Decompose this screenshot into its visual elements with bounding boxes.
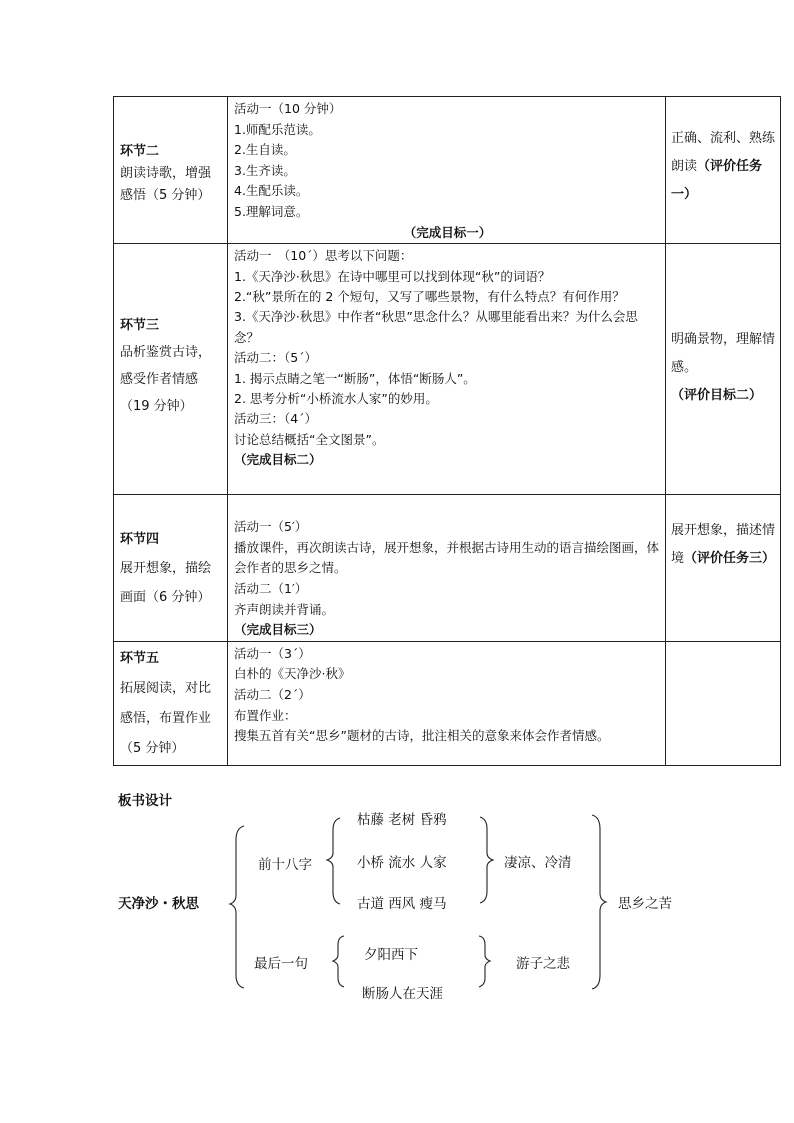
activity-line: 1.《天净沙·秋思》在诗中哪里可以找到体现“秋”的词语？ [234,268,551,284]
activity-line: 活动一（5′） [234,519,308,535]
stage-desc-line: 展开想象，描绘 [120,561,212,577]
left-brace-icon [333,936,344,987]
activity-line: 2. 思考分析“小桥流水人家”的妙用。 [234,391,438,406]
stage-title: 环节二 [120,144,160,159]
left-brace-icon [230,826,244,988]
branch2-item: 断肠人在天涯 [362,986,443,1002]
stage-desc-line: 拓展阅读，对比 [120,680,212,696]
stage-desc-line: 朗读诗歌，增强 [120,166,212,181]
activity-line: 3.《天净沙·秋思》中作者“秋思”思念什么？从哪里能看出来？为什么会思念？ [234,309,638,345]
activity-cell [228,495,666,642]
activity-line: 讨论总结概括“全文图景”。 [234,431,385,447]
activity-line: 活动二（2´） [234,686,311,702]
activity-cell [228,641,666,765]
activity-line: 活动三：（4´） [234,411,317,427]
activity-line: 活动一 （10´）思考以下问题： [234,248,413,264]
table-row [114,97,781,244]
table-row [114,244,781,495]
activity-line: 搜集五首有关“思乡”题材的古诗，批注相关的意象来体会作者情感。 [234,728,610,744]
left-brace-icon [327,818,340,904]
activity-line: 1.师配乐范读。 [234,121,321,137]
activity-line: 3.生齐读。 [234,162,296,178]
activity-line: 2.生自读。 [234,142,296,158]
evaluation-text: 展开想象，描述情境 [671,523,776,567]
branch1-feeling: 凄凉、冷清 [504,855,572,871]
evaluation-cell [666,495,781,642]
stage-desc-line: （19 分钟） [120,399,193,415]
evaluation-text: 明确景物，理解情感。 [671,332,776,376]
stage-cell [114,641,228,765]
branch1-item: 古道 西风 瘦马 [357,896,447,912]
stage-desc-line: 品析鉴赏古诗， [120,345,212,361]
activity-line: 布置作业： [234,707,297,723]
board-poem-title: 天净沙・秋思 [118,896,199,912]
activity-line: 活动二：（5´） [234,350,317,366]
evaluation-task: （评价任务三） [684,551,776,567]
table-row [114,641,781,765]
activity-line: 播放课件，再次朗读古诗，展开想象，并根据古诗用生动的语言描绘图画，体会作者的思乡之情。 [234,539,660,576]
lesson-plan-table [113,96,781,766]
goal-label: （完成目标二） [234,452,322,468]
activity-line: 活动一（3´） [234,645,311,661]
activity-line: 2.“秋”景所在的 2 个短句，又写了哪些景物，有什么特点？有何作用？ [234,288,625,304]
evaluation-cell [666,641,781,765]
evaluation-cell [666,244,781,495]
right-brace-icon [480,817,493,903]
stage-cell [114,495,228,642]
activity-line: 1. 揭示点睛之笔一“断肠”，体悟“断肠人”。 [234,370,476,386]
activity-cell [228,97,666,244]
stage-desc-line: 感受作者情感 [120,372,199,388]
evaluation-text: 正确、流利、熟练朗读 [671,131,776,174]
goal-label: （完成目标三） [234,622,322,638]
activity-cell [228,244,666,495]
activity-line: 齐声朗读并背诵。 [234,601,335,617]
evaluation-task: （评价目标二） [671,388,763,404]
branch1-label: 前十八字 [258,857,312,873]
activity-line: 5.理解词意。 [234,203,309,219]
activity-line: 活动二（1′） [234,580,308,596]
stage-cell [114,244,228,495]
right-brace-icon [592,815,606,989]
activity-line: 白朴的《天净沙·秋》 [234,666,351,682]
evaluation-task: （评价任务一） [671,159,763,202]
branch2-label: 最后一句 [254,956,308,972]
board-conclusion: 思乡之苦 [618,896,672,912]
right-brace-icon [479,936,490,987]
stage-desc-line: 画面（6 分钟） [120,590,211,606]
stage-desc-line: 感悟，布置作业 [120,710,212,726]
table-row [114,495,781,642]
board-heading: 板书设计 [118,793,172,809]
branch1-item: 小桥 流水 人家 [357,855,447,871]
branch1-item: 枯藤 老树 昏鸦 [357,812,447,828]
branch2-item: 夕阳西下 [364,947,418,963]
stage-title: 环节五 [120,650,160,666]
branch2-feeling: 游子之悲 [516,956,570,972]
activity-line: 4.生配乐读。 [234,183,309,199]
stage-desc-line: 感悟（5 分钟） [120,188,211,203]
stage-cell [114,97,228,244]
stage-title: 环节三 [120,318,160,334]
activity-line: 活动一（10 分钟） [234,101,342,116]
stage-desc-line: （5 分钟） [120,740,185,756]
goal-label: （完成目标一） [403,224,492,240]
stage-title: 环节四 [120,532,160,548]
evaluation-cell [666,97,781,244]
